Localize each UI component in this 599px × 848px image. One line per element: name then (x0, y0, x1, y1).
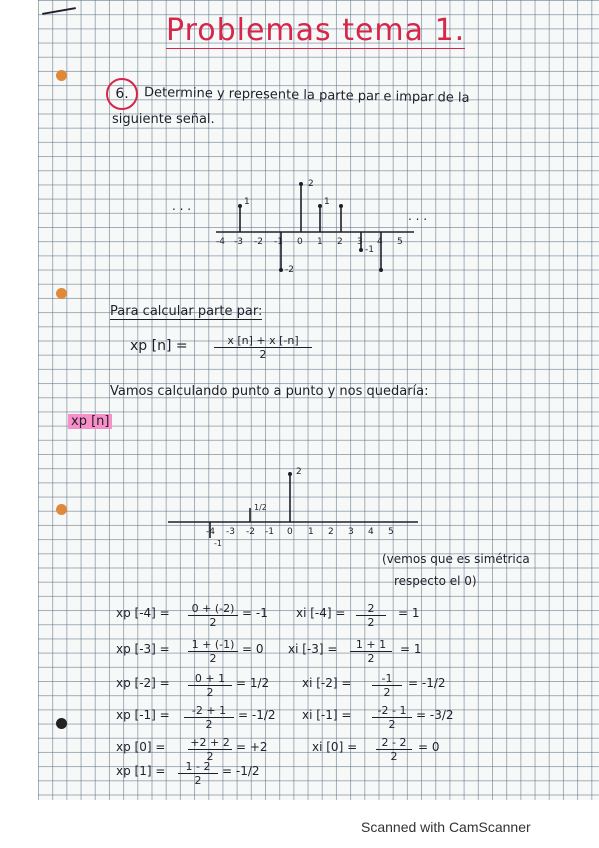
stem-n1-dot (318, 204, 322, 208)
eq2-rhs2: = -1/2 (408, 676, 446, 690)
eq2-den2: 2 (383, 686, 391, 699)
graph1-dots-left: . . . (172, 199, 192, 213)
eq3-num2: -2 - 1 (372, 704, 412, 718)
eq1-num: 1 + (-1) (188, 638, 238, 652)
even-part-graph (168, 462, 438, 552)
graph2-tick-5: 1 (308, 527, 314, 537)
graph1-tick-4: 0 (297, 237, 303, 247)
eq2-lhs: xp [-2] = (116, 676, 170, 690)
binder-hole-1 (56, 70, 67, 81)
eq1-den: 2 (209, 652, 217, 665)
eq0-lhs: xp [-4] = (116, 606, 170, 620)
binder-hole-3 (56, 504, 67, 515)
graph2-tick-1: -3 (226, 527, 235, 537)
eq5-lhs: xp [1] = (116, 764, 166, 778)
eq4-num2: 2 - 2 (376, 736, 412, 750)
eq2-num: 0 + 1 (188, 672, 232, 686)
eq5-den: 2 (194, 774, 202, 787)
eq4-lhs: xp [0] = (116, 740, 166, 754)
sentence: Vamos calculando punto a punto y nos quedaría: (110, 384, 429, 399)
eq0-den2: 2 (367, 616, 375, 629)
stem-n0-dot (299, 182, 303, 186)
signal-graph (168, 170, 448, 280)
eq3-fraction2 (372, 704, 412, 731)
eq4-den2: 2 (390, 750, 398, 763)
eq1-fraction2 (350, 638, 392, 665)
eq3-fraction (184, 704, 234, 731)
graph1-label-top: 2 (308, 179, 314, 189)
notebook-page (38, 0, 599, 800)
problem-number-text: 6. (115, 86, 129, 102)
eq5-rhs: = -1/2 (222, 764, 260, 778)
eq3-rhs2: = -3/2 (416, 708, 454, 722)
graph1-tick-9: 5 (397, 237, 403, 247)
graph1-tick-5: 1 (317, 237, 323, 247)
graph1-tick-1: -3 (234, 237, 243, 247)
eq1-num2: 1 + 1 (350, 638, 392, 652)
eq3-lhs2: xi [-1] = (302, 708, 352, 722)
stem-n4-dot (379, 268, 383, 272)
eq2-fraction (188, 672, 232, 699)
eq4-num: +2 + 2 (188, 736, 232, 750)
eq1-den2: 2 (367, 652, 375, 665)
eq0-lhs2: xi [-4] = (296, 606, 346, 620)
graph2-tick-0: -4 (206, 527, 215, 537)
statement-line-1: Determine y represente la parte par e impar de la (143, 85, 470, 106)
eq5-num: 1 - 2 (178, 760, 218, 774)
formula-lhs: xp [n] = (130, 338, 188, 354)
graph2-tick-6: 2 (328, 527, 334, 537)
eq2-rhs: = 1/2 (236, 676, 270, 690)
formula-fraction (214, 334, 312, 361)
graph1-tick-0: -4 (216, 237, 225, 247)
stem-n-1-dot (279, 268, 283, 272)
eq4-rhs: = +2 (236, 740, 268, 754)
graph2-tick-9: 5 (388, 527, 394, 537)
graph1-label-one-b: 1 (324, 197, 330, 207)
graph1-tick-3: -1 (274, 237, 283, 247)
eq3-den2: 2 (388, 718, 396, 731)
eq4-fraction (188, 736, 232, 763)
eq0-rhs: = -1 (242, 606, 268, 620)
statement-line-2: siguiente señal. (112, 112, 215, 127)
graph1-tick-7: 3 (357, 237, 363, 247)
eq0-num2: 2 (356, 602, 386, 616)
note-line-1: (vemos que es simétrica (382, 552, 530, 566)
graph1-tick-2: -2 (254, 237, 263, 247)
graph2-tick-8: 4 (368, 527, 374, 537)
eq0-rhs2: = 1 (398, 606, 420, 620)
graph1-dots-right: . . . (408, 209, 428, 223)
graph2-label-top: 2 (296, 467, 302, 477)
eq2-fraction2 (372, 672, 402, 699)
graph1-label-neg-two: -2 (285, 265, 294, 275)
graph2-stem-n0-dot (288, 472, 292, 476)
eq1-rhs2: = 1 (400, 642, 422, 656)
eq4-fraction2 (376, 736, 412, 763)
formula-numerator: x [n] + x [-n] (214, 334, 312, 348)
stem-n3-dot (359, 248, 363, 252)
section-heading: Para calcular parte par: (110, 304, 263, 319)
eq3-rhs: = -1/2 (238, 708, 276, 722)
eq1-fraction (188, 638, 238, 665)
stem-n2-dot (339, 204, 343, 208)
graph2-tick-7: 3 (348, 527, 354, 537)
formula-denominator: 2 (259, 348, 267, 361)
highlighted-label: xp [n] (68, 414, 112, 429)
eq5-fraction (178, 760, 218, 787)
eq0-num: 0 + (-2) (188, 602, 238, 616)
eq3-den: 2 (205, 718, 213, 731)
eq4-rhs2: = 0 (418, 740, 440, 754)
binder-hole-2 (56, 288, 67, 299)
eq0-den: 2 (209, 616, 217, 629)
graph1-tick-8: 4 (377, 237, 383, 247)
eq0-fraction (188, 602, 238, 629)
eq1-lhs2: xi [-3] = (288, 642, 338, 656)
graph2-label-half: 1/2 (254, 503, 267, 512)
eq2-num2: -1 (372, 672, 402, 686)
page-title: Problemas tema 1. (166, 13, 466, 48)
eq4-lhs2: xi [0] = (312, 740, 358, 754)
graph1-label-neg-one: -1 (365, 245, 374, 255)
binder-hole-4 (56, 718, 67, 729)
eq4-den: 2 (206, 750, 214, 763)
scanner-watermark: Scanned with CamScanner (361, 819, 531, 835)
graph2-label-neg-one: -1 (214, 539, 222, 548)
problem-number (106, 78, 138, 110)
graph1-tick-6: 2 (337, 237, 343, 247)
eq1-rhs: = 0 (242, 642, 264, 656)
margin-dash (42, 7, 76, 15)
eq3-num: -2 + 1 (184, 704, 234, 718)
note-line-2: respecto el 0) (394, 574, 477, 588)
graph1-label-one-a: 1 (244, 197, 250, 207)
stem-n-3-dot (238, 204, 242, 208)
graph2-tick-2: -2 (246, 527, 255, 537)
eq1-lhs: xp [-3] = (116, 642, 170, 656)
graph2-tick-4: 0 (287, 527, 293, 537)
eq2-den: 2 (206, 686, 214, 699)
eq2-lhs2: xi [-2] = (302, 676, 352, 690)
eq3-lhs: xp [-1] = (116, 708, 170, 722)
graph2-tick-3: -1 (265, 527, 274, 537)
eq0-fraction2 (356, 602, 386, 629)
